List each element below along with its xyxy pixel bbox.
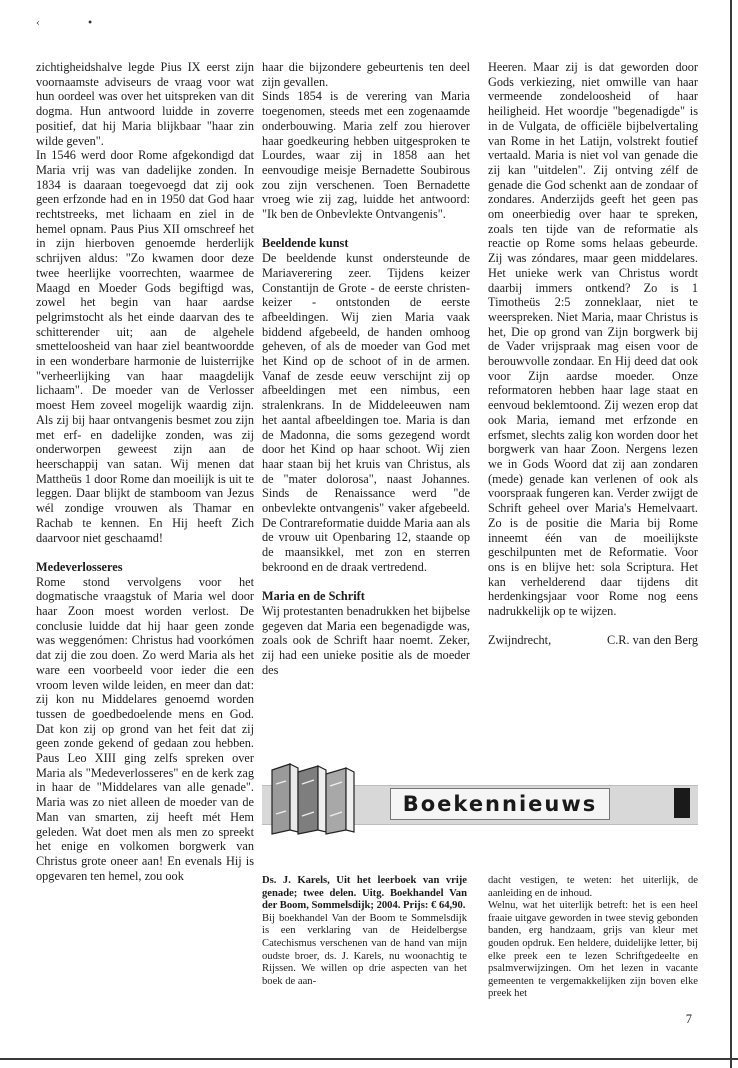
paragraph: zichtigheidshalve legde Pius IX eerst zijn voornaamste adviseurs de vraag voor wat hun oordeel was over het uitspreken van dit dogma. Hun antwoord luidde in zoverre positief, dat hij Maria blijkbaar "haar zin wilde geven".: [36, 60, 254, 148]
paragraph: In 1546 werd door Rome afgekondigd dat Maria vrij was van dadelijke zonden. In 1834 is daaraan toegevoegd dat zij ook geen erfzonde had en in 1950 dat God haar rechtstreeks, met lichaam en ziel in de hemel opnam. Paus Pius XII omschreef het in zijn hierboven genoemde herderlijk schrijven aldus: "Zo kwamen door deze twee heerlijke voorrechten, waarmee de Maagd en Moeder Gods begiftigd was, zowel het begin van haar aardse pelgrimstocht als het einde daarvan des te schitterender uit; aan de algehele smetteloosheid van haar ziel beantwoordde in een wonderbare harmonie de luisterrijke "verheerlijking van haar maagdelijk lichaam". De moeder van de Verlosser moest Hem zoveel mogelijk waardig zijn. Als zij bij haar ontvangenis besmet zou zijn met erf- en dadelijke zonden, was zij onderworpen geweest zijn aan de heerschappij van satan. Wij menen dat Mattheüs 1 door Rome dan moeilijk is uit te leggen. Daar blijkt de stamboom van Jezus wél zondige vrouwen als Thamar en Rachab te kennen. En Hij heeft Zich daarvoor niet geschaamd!: [36, 148, 254, 545]
page-edge-right: [730, 0, 732, 1068]
signature: [488, 633, 698, 648]
banner-title: Boekennieuws: [390, 788, 610, 820]
paragraph: Welnu, wat het uiterlijk betreft: het is een heel fraaie uitgave geworden in twee stevig gebonden banden, erg handzaam, grijs van kleur met gouden opdruk. Een heldere, duidelijke letter, bij elke preek een te lezen Schriftgedeelte en psalmverwijzingen. Om het lezen in vacante gemeenten te vergemakkelijken zijn boven elke preek het: [488, 900, 698, 1000]
boekennieuws-banner: [262, 758, 720, 858]
paragraph: Sinds 1854 is de verering van Maria toegenomen, steeds met een zogenaamde onderbouwing. Maria zelf zou hierover haar goedkeuring hebben uitgesproken te Lourdes, waar zij in 1858 aan het eenvoudige meisje Bernadette Soubirous zou zijn verschenen. Toen Bernadette vroeg wie zij zag, luidde het antwoord: "Ik ben de Onbevlekte Ontvangenis".: [262, 89, 470, 222]
review-column-2: [488, 875, 698, 1001]
page-number: 7: [685, 1012, 692, 1026]
paragraph: Bij boekhandel Van der Boom te Sommelsdijk is een verklaring van de Heidelbergse Catechismus verschenen van de hand van mijn oudste broer, ds. J. Karels, nu woonachtig te Rijssen. We willen op drie aspecten van het boek de aan-: [262, 912, 467, 987]
page-edge-bottom: [0, 1058, 738, 1060]
paragraph: Heeren. Maar zij is dat geworden door Gods verkiezing, niet omwille van haar vermeende zondeloosheid of haar heiligheid. Het woordje "begenadigde" is in de Vulgata, de officiële bijbelvertaling van Rome in het Latijn, volstrekt foutief vertaald. Maria is niet vol van genade die zij kan "uitdelen". Zij ontving zélf de genade die God schenkt aan de zondaar of zondares. Anderzijds geeft het geen pas om oneerbiedig over haar te spreken, zoals ten tijde van de reformatie als reactie op Rome soms helaas gebeurde. Zij was zóndares, maar geen middelares. Het unieke werk van Christus wordt daarbij immers ontkend? Zo is 1 Timotheüs 2:5 zonneklaar, niet te weerspreken. Niet Maria, maar Christus is het, Die op grond van Zijn borgwerk bij de Vader vrijspraak mag eisen voor de berouwvolle zondaar. En Hij deed dat ook voor Zijn aardse moeder. Onze reformatoren hebben haar lage staat en eenvoud beklemtoond. Zij wezen erop dat ook Maria, iemand met erfzonde en erfsmet, slechts zalig kon worden door het borgwerk van haar Zoon. Nergens lezen we in Gods Woord dat zij aan zondaren (mede) genade kan verlenen of ook als voorspraak fungeren kan. Verder zwijgt de Schrift geheel over Maria's Hemelvaart. Zo is de positie die Maria bij Rome inneemt één van de moeilijkste geschilpunten met de Reformatie. Voor ons is en blijve het: sola Scriptura. Het kan verhelderend daar tijdens dit herdenkingsjaar voor Rome nog eens nadrukkelijk op te wijzen.: [488, 60, 698, 619]
banner-black-block: [674, 788, 690, 818]
books-icon: [268, 760, 358, 836]
paragraph: De beeldende kunst ondersteunde de Mariaverering zeer. Tijdens keizer Constantijn de Grote - de eerste christen-keizer - ontstonden de eerste afbeeldingen. Wij zien Maria vaak biddend afgebeeld, de handen omhoog geheven, of als de moeder van God met het Kind op de schoot of in de armen. Vanaf de zesde eeuw verschijnt zij op afbeeldingen met een nimbus, een stralenkrans. In de Middeleeuwen nam het aantal afbeeldingen toe. Maria is dan de Madonna, die soms gezegend wordt door het Kind op haar schoot. Wij zien haar staan bij het kruis van Christus, als de "mater dolorosa", naast Johannes. Sinds de Renaissance werd "de onbevlekte ontvangenis" vaker afgebeeld. De Contrareformatie duidde Maria aan als de vrouw uit Openbaring 12, staande op de maansikkel, met zon en sterren bekroond en de draak vertredend.: [262, 251, 470, 574]
section-heading-maria-en-de-schrift: Maria en de Schrift: [262, 589, 365, 604]
paragraph: haar die bijzondere gebeurtenis ten deel zijn gevallen.: [262, 60, 470, 89]
paragraph: Rome stond vervolgens voor het dogmatische vraagstuk of Maria wel door haar Zoon moest worden verlost. De conclusie luidde dat hij haar geen zonde was weggenómen: Christus had voorkómen dat zij die zou doen. Zo werd Maria als het ware een voorbeeld voor ieder die een vroom leven wilde leiden, en meer dan dat: zij kon nu Middelares genoemd worden tussen de goedbedoelende mens en God. Dat kon zij op grond van het feit dat zij geen zonde gekend of gedaan zou hebben. Paus Leo XIII ging zelfs spreken over Maria als "Medeverlosseres" en de kerk zag in haar de "Middelares van alle genade". Maria was zo niet alleen de moeder van de Man van smarten, zij heeft mét Hem geleden. Wat doet men als men zo spreekt het enige en volkomen borgwerk van Christus grote oneer aan! En evenals Hij is opgevaren ten hemel, zou ook: [36, 574, 254, 883]
review-column-1: [262, 875, 467, 988]
section-heading-medeverlosseres: Medeverlosseres: [36, 559, 123, 574]
paragraph: Wij protestanten benadrukken het bijbelse gegeven dat Maria een begenadigde was, zoals ook de Schrift haar noemt. Zeker, zij had een unieke positie als de moeder des: [262, 603, 470, 677]
signature-author: C.R. van den Berg: [607, 633, 698, 648]
column-2: [262, 60, 470, 678]
header-marks: ‹ •: [36, 18, 116, 29]
review-citation: Ds. J. Karels, Uit het leerboek van vrije genade; twee delen. Uitg. Boekhandel Van der Boom, Sommelsdijk; 2004. Prijs: € 64,90.: [262, 875, 467, 912]
column-3: [488, 60, 698, 648]
signature-place: Zwijndrecht,: [488, 633, 552, 648]
column-1: [36, 60, 254, 883]
section-heading-beeldende-kunst: Beeldende kunst: [262, 236, 349, 251]
paragraph: dacht vestigen, te weten: het uiterlijk, de aanleiding en de inhoud.: [488, 875, 698, 899]
